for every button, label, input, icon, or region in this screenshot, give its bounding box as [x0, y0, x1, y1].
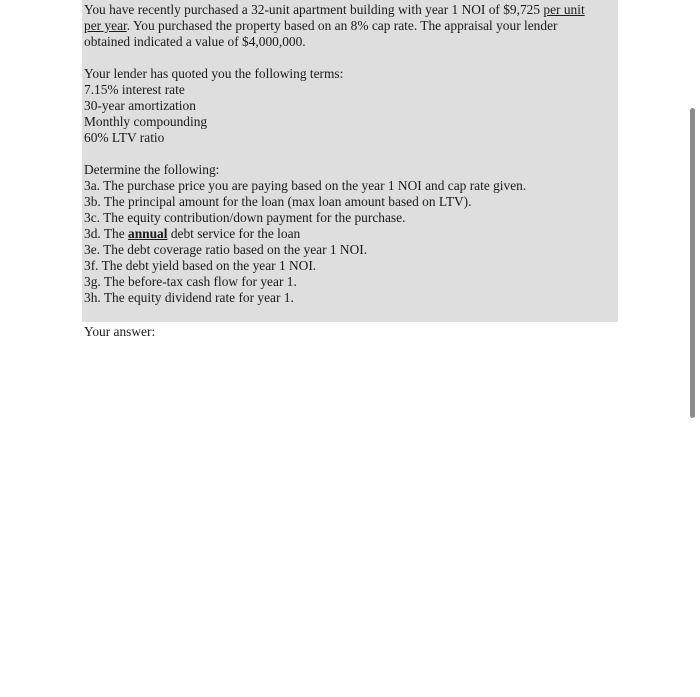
- question-text: [84, 0, 614, 306]
- intro-paragraph: [84, 2, 614, 50]
- task-3h: 3h. The equity dividend rate for year 1.: [84, 290, 294, 305]
- term-ltv-ratio: 60% LTV ratio: [84, 130, 165, 145]
- tasks-heading: Determine the following:: [84, 162, 220, 177]
- terms-paragraph: [84, 66, 614, 146]
- term-amortization: 30-year amortization: [84, 98, 196, 113]
- task-3e: 3e. The debt coverage ratio based on the year 1 NOI.: [84, 242, 368, 257]
- intro-line-2: [84, 18, 614, 34]
- intro-text-2: . You purchased the property based on an 8% cap rate. The appraisal your lender: [126, 18, 558, 33]
- task-3a: 3a. The purchase price you are paying based on the year 1 NOI and cap rate given.: [84, 178, 527, 193]
- intro-underline-per-unit: per unit: [543, 2, 585, 17]
- intro-line-3: obtained indicated a value of $4,000,000.: [84, 34, 306, 49]
- task-3d: [84, 226, 614, 242]
- task-3c: 3c. The equity contribution/down payment for the purchase.: [84, 210, 406, 225]
- task-3d-emphasis: annual: [128, 226, 168, 241]
- term-compounding: Monthly compounding: [84, 114, 208, 129]
- terms-heading: Your lender has quoted you the following terms:: [84, 66, 344, 81]
- task-3d-prefix: 3d. The: [84, 226, 129, 241]
- intro-text-1: You have recently purchased a 32-unit apartment building with year 1 NOI of $9,725: [84, 2, 544, 17]
- intro-line-1: [84, 2, 614, 18]
- task-3g: 3g. The before-tax cash flow for year 1.: [84, 274, 297, 289]
- task-3b: 3b. The principal amount for the loan (max loan amount based on LTV).: [84, 194, 472, 209]
- term-interest-rate: 7.15% interest rate: [84, 82, 185, 97]
- answer-label: Your answer:: [84, 324, 156, 339]
- scrollbar-thumb[interactable]: [690, 108, 695, 418]
- task-3f: 3f. The debt yield based on the year 1 NOI.: [84, 258, 317, 273]
- tasks-paragraph: [84, 162, 614, 306]
- intro-underline-per-year: per year: [84, 18, 127, 33]
- task-3d-suffix: debt service for the loan: [167, 226, 301, 241]
- vertical-scrollbar[interactable]: [690, 108, 696, 420]
